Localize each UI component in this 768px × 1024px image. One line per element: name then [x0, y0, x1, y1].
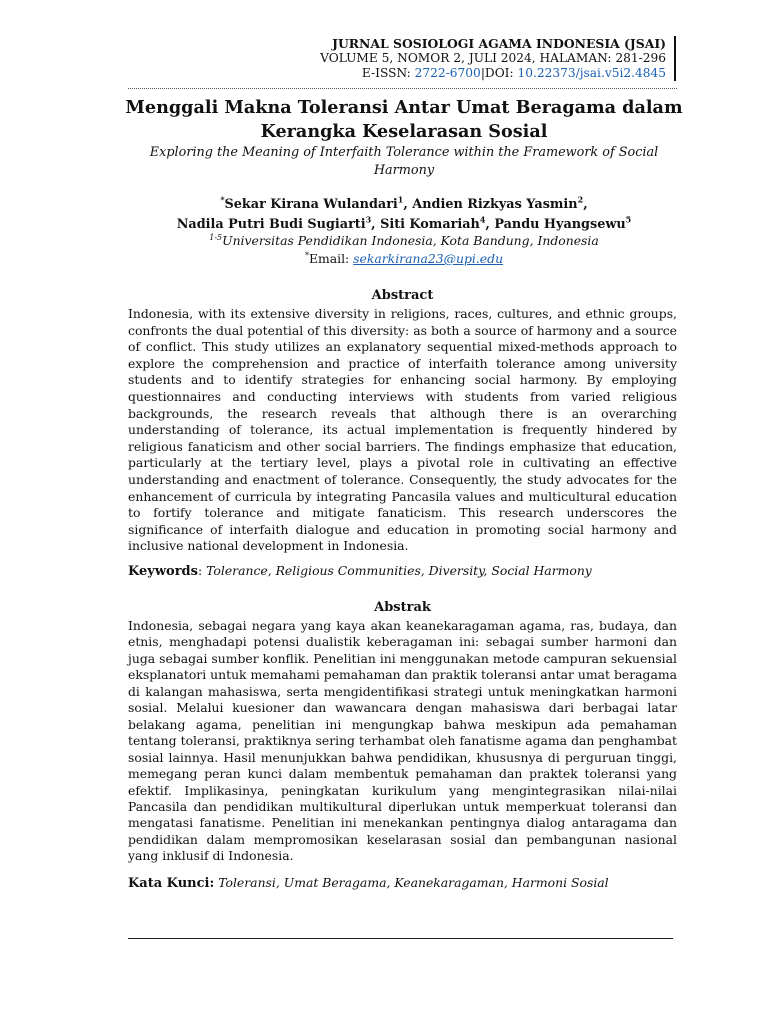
author-1-sup: 1 — [397, 194, 404, 205]
email-link[interactable]: sekarkirana23@upi.edu — [353, 251, 504, 266]
author-3: Nadila Putri Budi Sugiarti — [176, 217, 366, 232]
email-label: Email: — [308, 251, 354, 266]
eissn-label: E-ISSN: — [361, 66, 415, 80]
footer-divider — [128, 938, 673, 939]
kata-kunci-text: Toleransi, Umat Beragama, Keanekaragaman, Harmoni Sosial — [218, 875, 609, 890]
affiliation-text: Universitas Pendidikan Indonesia, Kota Bandung, Indonesia — [222, 233, 599, 248]
header-divider — [128, 88, 677, 89]
affiliation-sup: 1-5 — [209, 232, 223, 242]
separator: | — [480, 66, 485, 80]
doi-label: DOI: — [484, 66, 518, 80]
identifiers-line — [106, 66, 666, 81]
keywords: Keywords: Tolerance, Religious Communities, Diversity, Social Harmony — [128, 563, 592, 579]
journal-header — [106, 36, 676, 81]
paper-subtitle: Exploring the Meaning of Interfaith Tolerance within the Framework of Social Harmony — [149, 145, 659, 178]
abstrak-body: Indonesia, sebagai negara yang kaya akan keanekaragaman agama, ras, budaya, dan etnis, menghadapi potensi dualistik keberagaman ini: sebagai sumber harmoni dan juga sebagai sumber konflik. Penelitian ini menggunakan metode campuran sekuensial eksplanatori untuk memahami pemahaman dan praktik toleransi antar umat beragama di kalangan mahasiswa, serta mengidentifikasi strategi untuk meningkatkan harmoni sosial. Melalui kuesioner dan wawancara dengan mahasiswa dari berbagai latar belakang agama, penelitian ini mengungkap bahwa meskipun ada pemahaman tentang toleransi, praktiknya sering terhambat oleh fanatisme agama dan penghambat sosial lainnya. Hasil menunjukkan bahwa pendidikan, khususnya di perguruan tinggi, memegang peran kunci dalam membentuk pemahaman dan praktek toleransi yang efektif. Implikasinya, peningkatan kurikulum yang mengintegrasikan nilai-nilai Pancasila dan pendidikan multikultural diperlukan untuk memperkuat toleransi dan mengatasi fanatisme. Penelitian ini menekankan pentingnya dialog antaragama dan pendidikan dalam mempromosikan keselarasan sosial dan pembangunan nasional yang inklusif di Indonesia. — [128, 618, 677, 864]
email-mark: * — [304, 250, 309, 260]
abstract-heading: Abstract — [371, 288, 434, 303]
author-2: Andien Rizkyas Yasmin — [412, 197, 578, 212]
paper-title: Menggali Makna Toleransi Antar Umat Beragama dalam Kerangka Keselarasan Sosial — [125, 97, 683, 142]
author-list — [110, 195, 698, 235]
author-2-sup: 2 — [577, 194, 584, 205]
author-4: Siti Komariah — [380, 217, 480, 232]
author-line-2: Nadila Putri Budi Sugiarti$^3$, Siti Komariah$^4$, Pandu Hyangsewu$^5$ — [176, 214, 632, 232]
volume-info: VOLUME 5, NOMOR 2, JULI 2024, HALAMAN: 281-296 — [320, 51, 666, 65]
doi-link[interactable]: 10.22373/jsai.v5i2.4845 — [517, 66, 666, 80]
journal-name: JURNAL SOSIOLOGI AGAMA INDONESIA (JSAI) — [332, 36, 666, 51]
eissn-link[interactable]: 2722-6700 — [414, 66, 481, 80]
kata-kunci-label: Kata Kunci: — [128, 876, 215, 891]
keywords-text: Tolerance, Religious Communities, Diversity, Social Harmony — [206, 563, 592, 578]
kata-kunci — [128, 874, 677, 893]
corresponding-email — [110, 250, 698, 268]
abstrak-heading: Abstrak — [374, 600, 431, 615]
abstract-body: Indonesia, with its extensive diversity in religions, races, cultures, and ethnic groups, confronts the dual potential of this diversity: as both a source of harmony and a source of conflict. This study utilizes an explanatory sequential mixed-methods approach to explore the comprehension and practice of interfaith tolerance among university students and to identify strategies for enhancing social harmony. By employing questionnaires and conducting interviews with students from varied religious backgrounds, the research reveals that although there is an overarching understanding of tolerance, its actual implementation is frequently hindered by religious fanaticism and other social barriers. The findings emphasize that education, particularly at the tertiary level, plays a pivotal role in cultivating an effective understanding and enactment of tolerance. Consequently, the study advocates for the enhancement of curricula by integrating Pancasila values and multicultural education to fortify tolerance and mitigate fanaticism. This research underscores the significance of interfaith dialogue and education in promoting social harmony and inclusive national development in Indonesia. — [128, 306, 677, 554]
author-line-1: *Sekar Kirana Wulandari$^1$, Andien Rizkyas Yasmin$^2$, — [220, 194, 588, 212]
author-5: Pandu Hyangsewu — [494, 217, 626, 232]
author-5-sup: 5 — [625, 214, 632, 225]
affiliation — [110, 232, 698, 250]
author-1: Sekar Kirana Wulandari — [224, 197, 398, 212]
author-3-sup: 3 — [365, 214, 372, 225]
keywords-label: Keywords — [128, 564, 198, 579]
corresponding-mark: * — [220, 194, 225, 205]
author-4-sup: 4 — [479, 214, 486, 225]
